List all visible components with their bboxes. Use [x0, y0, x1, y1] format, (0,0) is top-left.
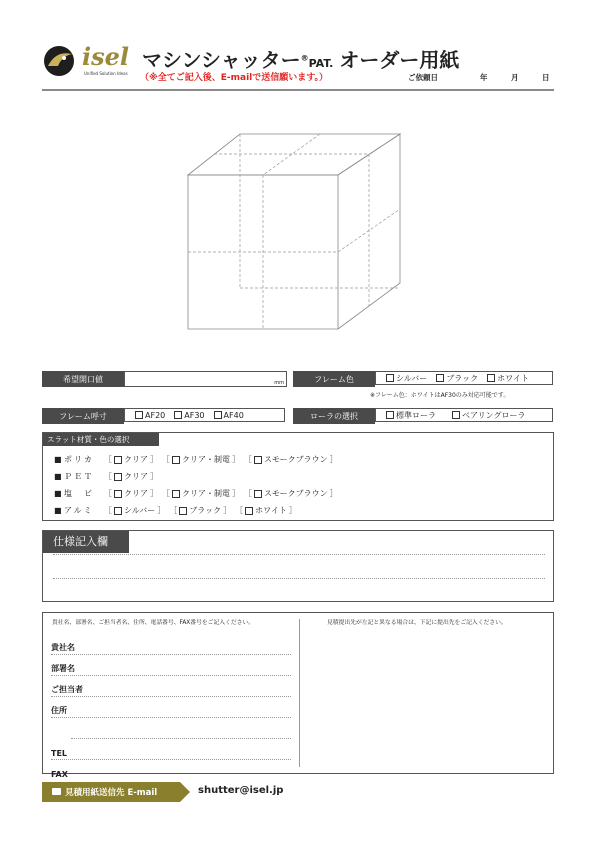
checkbox-icon [386, 411, 394, 419]
slat-material-name: ＰＥＴ [64, 472, 94, 481]
footer-badge [42, 782, 190, 802]
title-main: マシンシャッター [142, 48, 301, 72]
slat-option[interactable]: クリア・制電 [172, 454, 230, 465]
field-contact-person[interactable]: ご担当者 [51, 678, 291, 697]
logo [42, 44, 132, 82]
title-tail: オーダー用紙 [339, 48, 460, 72]
frame-size-box [124, 408, 285, 422]
slat-option[interactable]: ホワイト [245, 505, 287, 516]
frame-color-box [375, 371, 553, 385]
slat-option[interactable]: クリア [114, 471, 148, 482]
checkbox-icon [135, 411, 143, 419]
roller-label: ローラの選択 [293, 408, 375, 424]
checkbox-icon [386, 374, 394, 382]
field-address[interactable]: 住所 [51, 699, 291, 718]
frame-size-af30[interactable]: AF30 [174, 411, 204, 420]
checkbox-icon [487, 374, 495, 382]
mail-icon [52, 788, 61, 795]
frame-color-black[interactable]: ブラック [436, 373, 478, 384]
slat-option[interactable]: クリア [114, 488, 148, 499]
opening-input[interactable] [124, 371, 287, 387]
checkbox-icon [452, 411, 460, 419]
checkbox-icon [214, 411, 222, 419]
frame-size-af40[interactable]: AF40 [214, 411, 244, 420]
footer-label: 見積用紙送信先 E-mail [65, 788, 158, 798]
frame-color-silver[interactable]: シルバー [386, 373, 427, 384]
roller-bearing[interactable]: ベアリングローラ [452, 410, 526, 421]
date-day: 日 [542, 73, 550, 82]
right-note: 見積提出先が左記と異なる場合は、下記に提出先をご記入ください。 [327, 620, 507, 626]
slat-row-aluminum: ■ アルミ ［ シルバー ］ ［ ブラック ］ ［ ホワイト ］ [54, 506, 297, 515]
slat-material-name: アルミ [64, 506, 94, 515]
slat-option[interactable]: クリア [114, 454, 148, 465]
logo-emblem-icon [42, 44, 76, 78]
checkbox-icon [114, 456, 122, 464]
logo-tagline: Unified Solution Ideas [84, 71, 128, 76]
cube-diagram [180, 128, 410, 333]
opening-unit: mm [274, 380, 284, 386]
logo-text: isel [82, 42, 130, 71]
notice-text: （※全てご記入後、E-mailで送信願います。） [140, 73, 329, 83]
title-pat: PAT. [308, 57, 334, 70]
checkbox-icon [254, 490, 262, 498]
slat-option[interactable]: スモークブラウン [254, 488, 328, 499]
registered-mark: ® [300, 53, 309, 63]
header-divider [42, 89, 554, 91]
spec-line [53, 554, 545, 555]
roller-standard[interactable]: 標準ローラ [386, 410, 436, 421]
contact-fields [51, 636, 291, 780]
checkbox-icon [254, 456, 262, 464]
checkbox-icon [174, 411, 182, 419]
slat-row-pvc: ■ 塩 ビ ［ クリア ］ ［ クリア・制電 ］ ［ スモークブラウン ］ [54, 489, 338, 498]
frame-size-af20[interactable]: AF20 [135, 411, 165, 420]
cube-top-face [188, 134, 400, 175]
roller-box [375, 408, 553, 422]
slat-option[interactable]: ブラック [179, 505, 221, 516]
date-label: ご依頼日 [408, 73, 438, 82]
field-company[interactable]: 貴社名 [51, 636, 291, 655]
slat-material-name: ポリカ [64, 455, 94, 464]
frame-color-label: フレーム色 [293, 371, 375, 387]
date-month: 月 [511, 73, 519, 82]
frame-color-note: ※フレーム色：ホワイトはAF30のみ対応可能です。 [370, 392, 510, 399]
field-address-line2[interactable] [71, 720, 291, 739]
checkbox-icon [245, 507, 253, 515]
field-fax[interactable]: FAX [51, 770, 68, 779]
page-title [142, 44, 459, 73]
checkbox-icon [436, 374, 444, 382]
frame-color-white[interactable]: ホワイト [487, 373, 529, 384]
checkbox-icon [114, 507, 122, 515]
checkbox-icon [114, 473, 122, 481]
slat-rows [54, 451, 534, 519]
field-department[interactable]: 部署名 [51, 657, 291, 676]
checkbox-icon [114, 490, 122, 498]
slat-row-polycarbonate: ■ ポリカ ［ クリア ］ ［ クリア・制電 ］ ［ スモークブラウン ］ [54, 455, 338, 464]
spec-section[interactable] [42, 530, 554, 602]
footer-email[interactable]: shutter@isel.jp [198, 785, 284, 796]
slat-material-name: 塩 ビ [64, 489, 94, 498]
slat-title: スラット材質・色の選択 [43, 433, 159, 446]
date-year: 年 [480, 73, 488, 82]
checkbox-icon [172, 456, 180, 464]
left-note: 貴社名、部署名、ご担当者名、住所、電話番号、FAX番号をご記入ください。 [52, 620, 255, 626]
checkbox-icon [179, 507, 187, 515]
slat-option[interactable]: スモークブラウン [254, 454, 328, 465]
opening-label: 希望開口値 [42, 371, 124, 387]
slat-row-pet: ■ ＰＥＴ ［ クリア ］ [54, 472, 158, 481]
spec-line [53, 578, 545, 579]
frame-size-label: フレーム呼寸 [42, 408, 124, 424]
checkbox-icon [172, 490, 180, 498]
slat-option[interactable]: クリア・制電 [172, 488, 230, 499]
contact-divider [299, 619, 300, 767]
spec-title: 仕様記入欄 [43, 531, 129, 553]
top-divider-b [263, 134, 320, 175]
slat-option[interactable]: シルバー [114, 505, 155, 516]
field-tel[interactable]: TEL [51, 741, 291, 760]
